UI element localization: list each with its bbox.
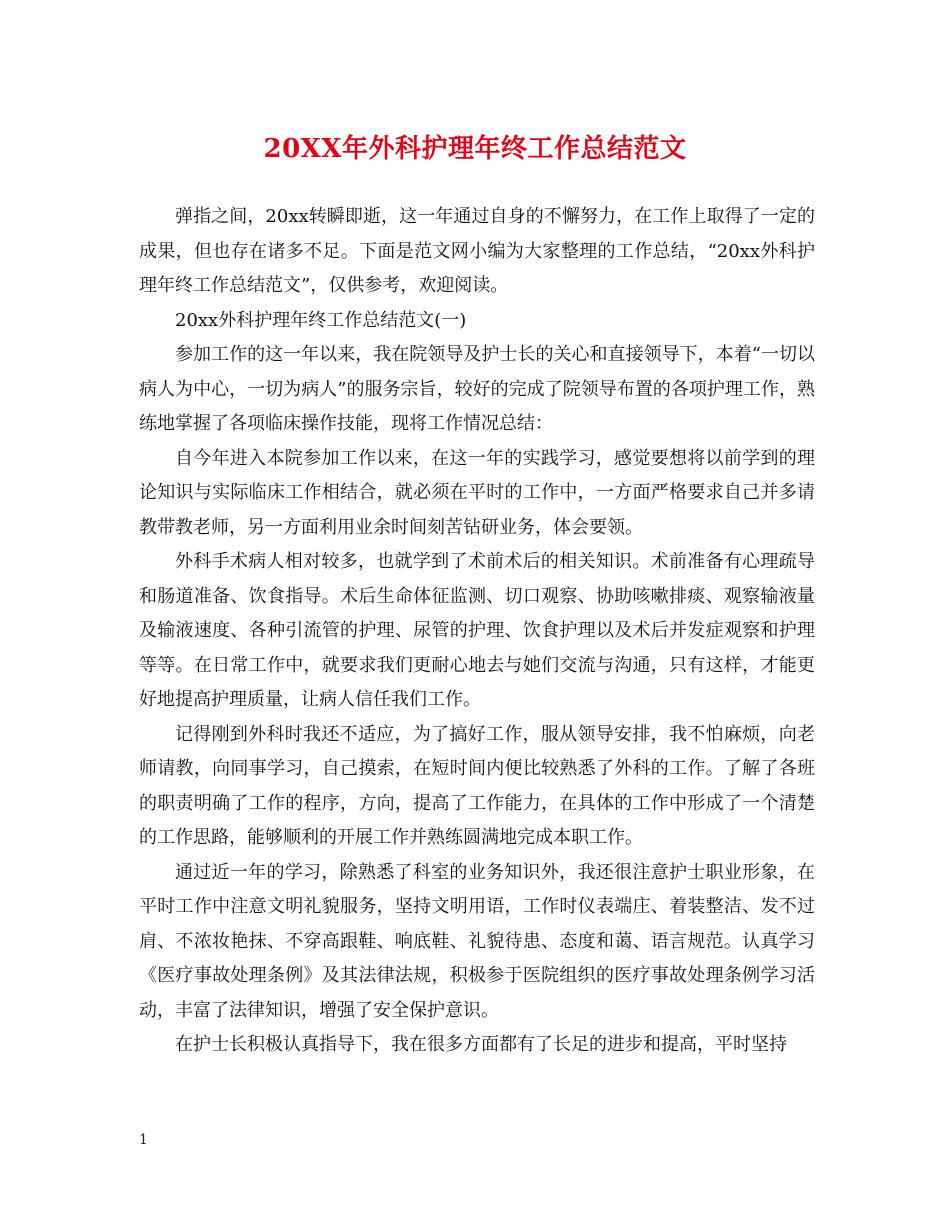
document-title: 20XX年外科护理年终工作总结范文 (263, 134, 687, 164)
paragraph: 在护士长积极认真指导下，我在很多方面都有了长足的进步和提高，平时坚持 (175, 1034, 787, 1055)
page-number: 1 (139, 1132, 148, 1148)
paragraph: 通过近一年的学习，除熟悉了科室的业务知识外，我还很注意护士职业形象，在平时工作中注意文明礼貌服务，坚持文明用语，工作时仪表端庄、着装整洁、发不过肩、不浓妆艳抹、不穿高跟鞋、响底鞋、礼貌待患、态度和蔼、语言规范。认真学习《医疗事故处理条例》及其法律法规，积极参于医院组织的医疗事故处理条例学习活动，丰富了法律知识，增强了安全保护意识。 (139, 861, 815, 1021)
document-body (139, 200, 815, 1063)
paragraph: 自今年进入本院参加工作以来，在这一年的实践学习，感觉要想将以前学到的理论知识与实际临床工作相结合，就必须在平时的工作中，一方面严格要求自己并多请教带教老师，另一方面利用业余时间刻苦钻研业务，体会要领。 (139, 447, 815, 538)
section-heading: 20xx外科护理年终工作总结范文(一) (175, 309, 467, 331)
paragraph: 记得刚到外科时我还不适应，为了搞好工作，服从领导安排，我不怕麻烦，向老师请教，向同事学习，自己摸索，在短时间内便比较熟悉了外科的工作。了解了各班的职责明确了工作的程序，方向，提高了工作能力，在具体的工作中形成了一个清楚的工作思路，能够顺利的开展工作并熟练圆满地完成本职工作。 (139, 723, 815, 848)
paragraph-intro: 弹指之间，20xx转瞬即逝，这一年通过自身的不懈努力，在工作上取得了一定的成果，但也存在诸多不足。下面是范文网小编为大家整理的工作总结，“20xx外科护理年终工作总结范文”，仅供参考，欢迎阅读。 (139, 206, 815, 296)
paragraph: 外科手术病人相对较多，也就学到了术前术后的相关知识。术前准备有心理疏导和肠道准备、饮食指导。术后生命体征监测、切口观察、协助咳嗽排痰、观察输液量及输液速度、各种引流管的护理、尿管的护理、饮食护理以及术后并发症观察和护理等等。在日常工作中，就要求我们更耐心地去与她们交流与沟通，只有这样，才能更好地提高护理质量，让病人信任我们工作。 (139, 551, 815, 710)
paragraph: 参加工作的这一年以来，我在院领导及护士长的关心和直接领导下，本着“一切以病人为中心，一切为病人”的服务宗旨，较好的完成了院领导布置的各项护理工作，熟练地掌握了各项临床操作技能，现将工作情况总结： (139, 344, 815, 434)
